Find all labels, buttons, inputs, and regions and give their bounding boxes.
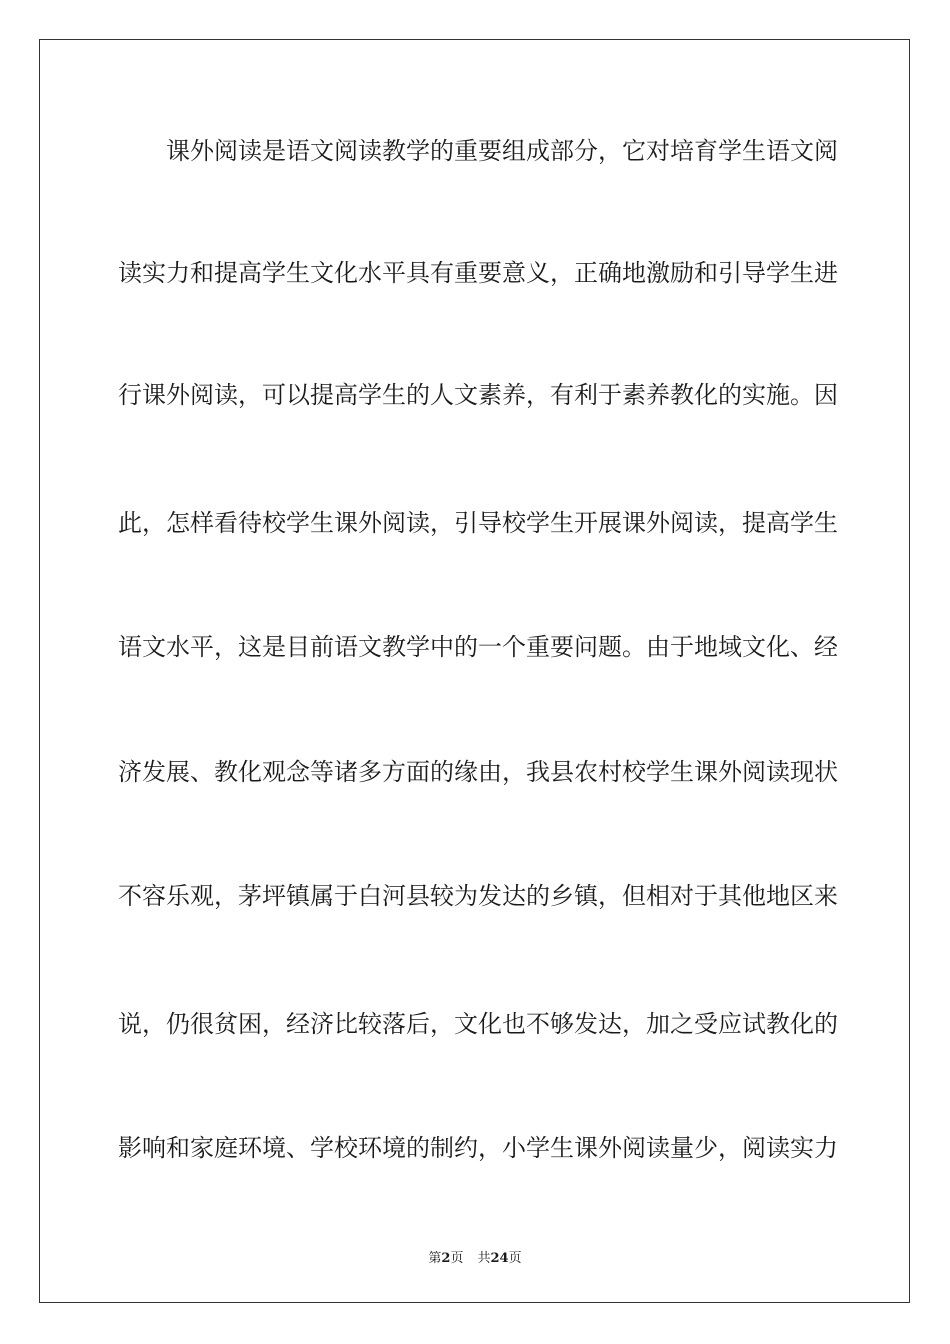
- text-line: 此，怎样看待校学生课外阅读，引导校学生开展课外阅读，提高学生: [118, 509, 838, 537]
- page-footer: [0, 1247, 950, 1266]
- total-prefix: 共: [477, 1251, 491, 1266]
- text-line: 影响和家庭环境、学校环境的制约，小学生课外阅读量少，阅读实力: [118, 1134, 838, 1162]
- text-line: 语文水平，这是目前语文教学中的一个重要问题。由于地域文化、经: [118, 633, 838, 661]
- text-line: 读实力和提高学生文化水平具有重要意义，正确地激励和引导学生进: [118, 259, 838, 287]
- text-line: 行课外阅读，可以提高学生的人文素养，有利于素养教化的实施。因: [118, 381, 838, 409]
- page-suffix: 页: [450, 1251, 464, 1266]
- total-suffix: 页: [508, 1251, 522, 1266]
- text-line: 课外阅读是语文阅读教学的重要组成部分，它对培育学生语文阅: [166, 137, 838, 165]
- text-line: 济发展、教化观念等诸多方面的缘由，我县农村校学生课外阅读现状: [118, 758, 838, 786]
- text-line: 说，仍很贫困，经济比较落后，文化也不够发达，加之受应试教化的: [118, 1010, 838, 1038]
- page-prefix: 第: [428, 1251, 442, 1266]
- total-pages: 24: [490, 1251, 509, 1266]
- page-number: 2: [441, 1251, 451, 1266]
- page-border: [39, 39, 910, 1303]
- text-line: 不容乐观，茅坪镇属于白河县较为发达的乡镇，但相对于其他地区来: [118, 882, 838, 910]
